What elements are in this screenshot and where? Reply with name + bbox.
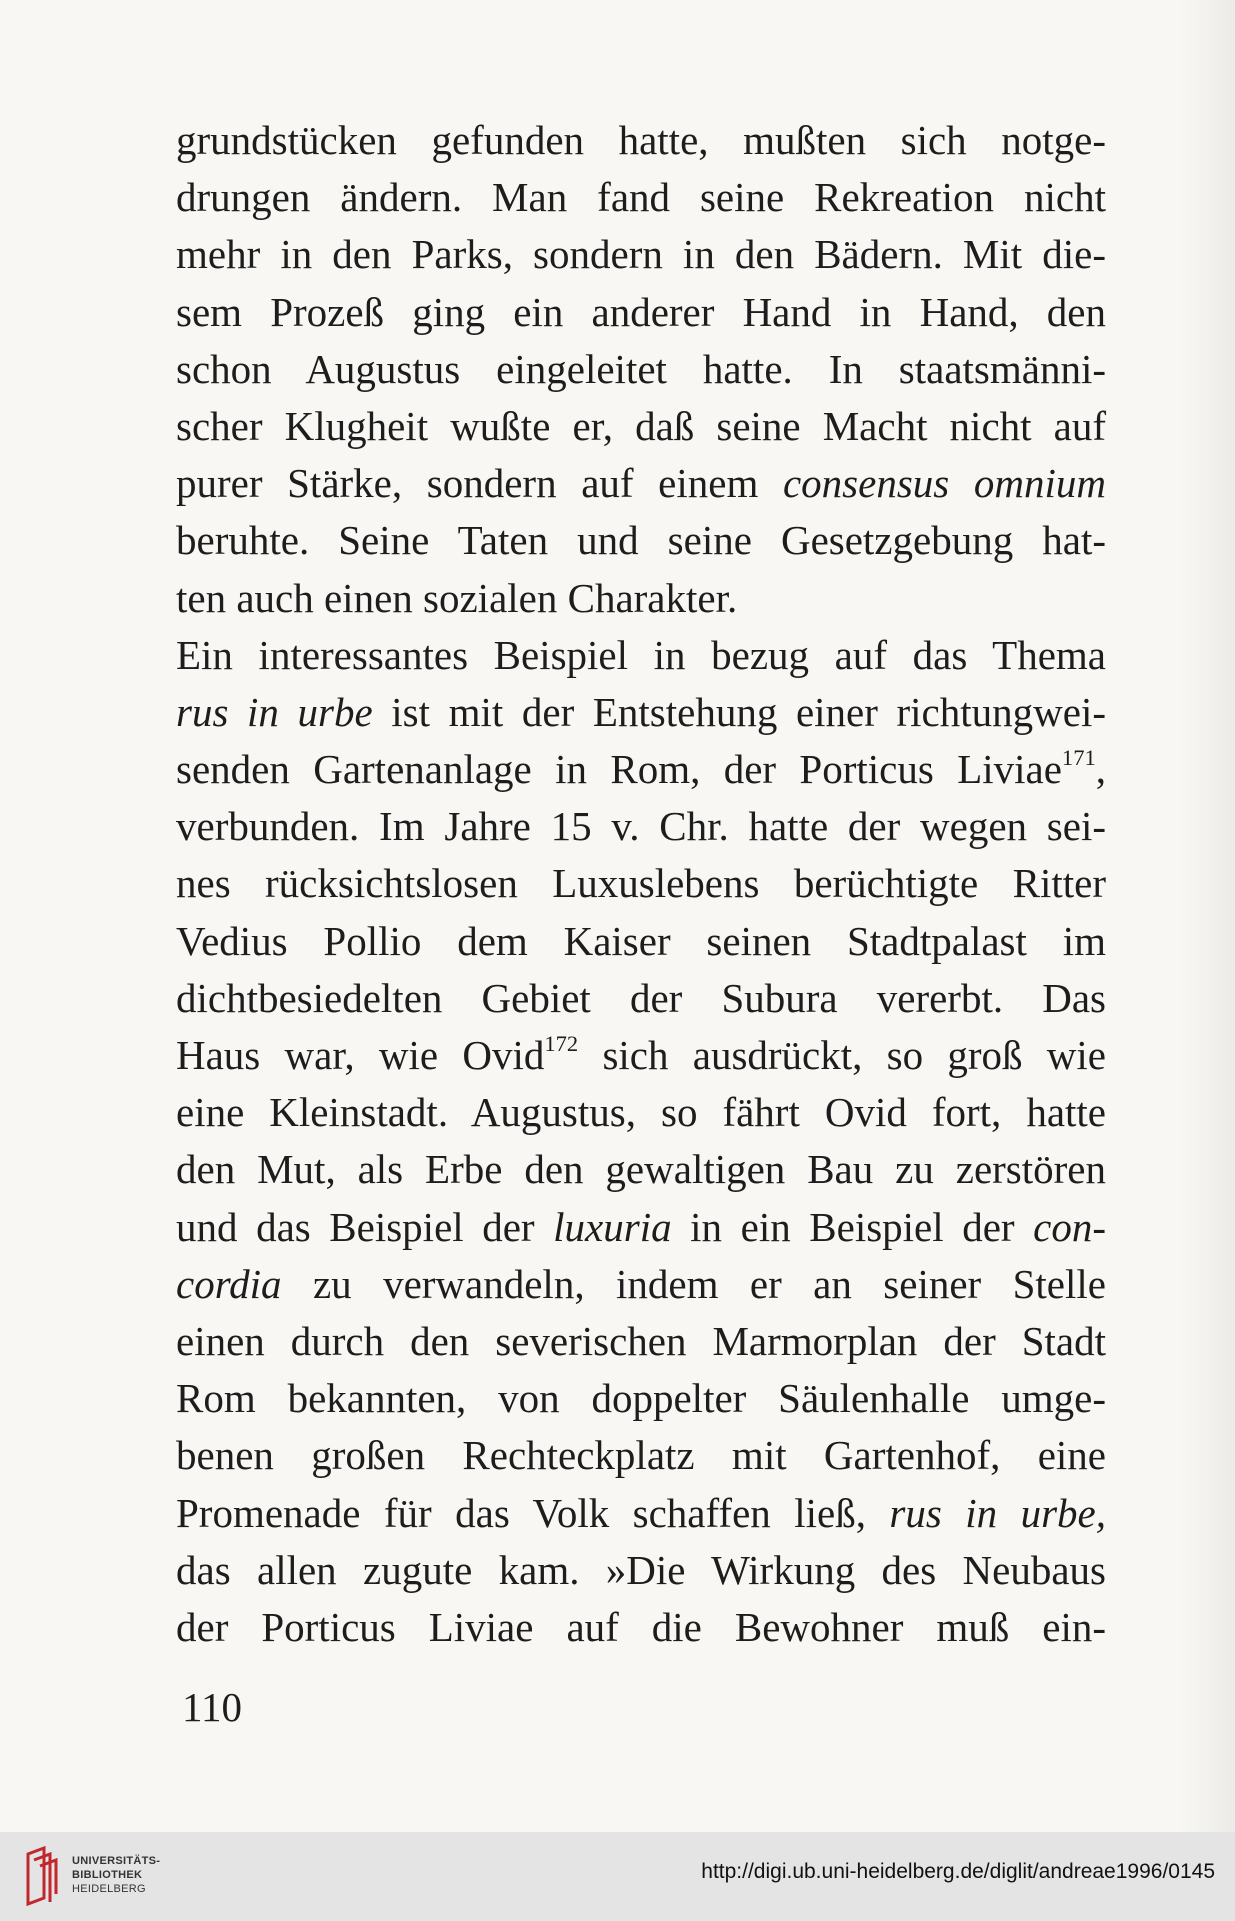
source-url[interactable]: http://digi.ub.uni-heidelberg.de/diglit/andreae1996/0145 — [701, 1860, 1215, 1883]
text-run: Haus war, wie Ovid — [176, 1032, 545, 1078]
text-line — [176, 1256, 1106, 1313]
text-run: in ein Beispiel der — [671, 1203, 1034, 1250]
text-run: und das Beispiel der — [176, 1203, 554, 1250]
text-line — [176, 112, 1106, 169]
text-run: drungen ändern. Man fand seine Rekreation nicht — [176, 174, 1106, 221]
body-text — [176, 112, 1106, 1656]
text-run: nes rücksichtslosen Luxuslebens berüchtigte Ritter — [176, 860, 1106, 907]
italic-text: consensus omnium — [782, 460, 1106, 507]
text-run: benen großen Rechteckplatz mit Gartenhof, eine — [176, 1432, 1106, 1479]
text-line — [176, 1599, 1106, 1656]
text-run: ten auch einen sozialen Charakter. — [176, 574, 738, 621]
text-line — [176, 284, 1106, 341]
text-run: den Mut, als Erbe den gewaltigen Bau zu zerstören — [176, 1146, 1106, 1193]
text-run: ist mit der Entstehung einer richtungwei- — [372, 688, 1106, 735]
text-line — [176, 627, 1106, 684]
text-run: Promenade für das Volk schaffen ließ, — [176, 1489, 890, 1536]
library-logo-icon — [22, 1844, 70, 1908]
text-run: sich ausdrückt, so groß wie — [578, 1032, 1107, 1078]
library-name-line3: HEIDELBERG — [72, 1883, 146, 1895]
text-run: dichtbesiedelten Gebiet der Subura vererbt. Das — [176, 974, 1106, 1021]
text-run: eine Kleinstadt. Augustus, so fährt Ovid fort, hatte — [176, 1089, 1106, 1136]
text-line — [176, 455, 1106, 512]
text-run: scher Klugheit wußte er, daß seine Macht nicht auf — [176, 402, 1106, 449]
text-line — [176, 341, 1106, 398]
library-name-line1: UNIVERSITÄTS- — [72, 1855, 161, 1867]
footnote-marker: 171 — [1061, 745, 1096, 771]
text-line — [176, 855, 1106, 912]
text-line — [176, 169, 1106, 226]
text-run: zu verwandeln, indem er an seiner Stelle — [281, 1260, 1106, 1307]
page-edge-shadow — [1180, 0, 1235, 1832]
italic-text: rus in urbe, — [889, 1489, 1106, 1536]
text-run: verbunden. Im Jahre 15 v. Chr. hatte der wegen sei- — [176, 803, 1106, 850]
text-line — [176, 398, 1106, 455]
text-line — [176, 1427, 1106, 1484]
text-line — [176, 1370, 1106, 1427]
italic-text: luxuria — [553, 1203, 672, 1250]
text-run: der Porticus Liviae auf die Bewohner muß ein- — [176, 1603, 1106, 1650]
text-run: das allen zugute kam. »Die Wirkung des Neubaus — [176, 1546, 1106, 1593]
text-line — [176, 512, 1106, 569]
text-run: mehr in den Parks, sondern in den Bädern. Mit die- — [176, 231, 1106, 278]
italic-text: con- — [1033, 1203, 1106, 1250]
text-run: Ein interessantes Beispiel in bezug auf das Thema — [176, 631, 1106, 678]
text-line — [176, 970, 1106, 1027]
page-number: 110 — [182, 1684, 242, 1730]
text-run: sem Prozeß ging ein anderer Hand in Hand, den — [176, 288, 1106, 335]
text-run: Vedius Pollio dem Kaiser seinen Stadtpalast im — [176, 917, 1106, 964]
digitization-footer — [0, 1832, 1235, 1921]
library-name-line2: BIBLIOTHEK — [72, 1869, 143, 1881]
text-line — [176, 684, 1106, 741]
text-line — [176, 1313, 1106, 1370]
text-run: Rom bekannten, von doppelter Säulenhalle umge- — [176, 1375, 1106, 1422]
text-run: einen durch den severischen Marmorplan der Stadt — [176, 1317, 1106, 1364]
text-line — [176, 798, 1106, 855]
text-line — [176, 226, 1106, 283]
library-name — [72, 1854, 160, 1896]
text-line — [176, 741, 1106, 798]
text-line — [176, 570, 1106, 627]
text-line — [176, 1485, 1106, 1542]
text-line — [176, 1199, 1106, 1256]
text-run: grundstücken gefunden hatte, mußten sich notge- — [176, 117, 1106, 163]
text-line — [176, 1027, 1106, 1084]
italic-text: rus in urbe — [176, 688, 373, 735]
text-run: schon Augustus eingeleitet hatte. In staatsmänni- — [176, 345, 1106, 392]
text-run: senden Gartenanlage in Rom, der Porticus Liviae — [176, 746, 1062, 793]
text-line — [176, 1542, 1106, 1599]
footnote-marker: 172 — [544, 1030, 579, 1056]
text-line — [176, 1084, 1106, 1141]
text-run: purer Stärke, sondern auf einem — [176, 460, 783, 507]
text-line — [176, 1141, 1106, 1198]
text-run: beruhte. Seine Taten und seine Gesetzgebung hat- — [176, 517, 1106, 564]
italic-text: cordia — [176, 1260, 282, 1307]
text-line — [176, 913, 1106, 970]
text-run: , — [1095, 746, 1106, 793]
